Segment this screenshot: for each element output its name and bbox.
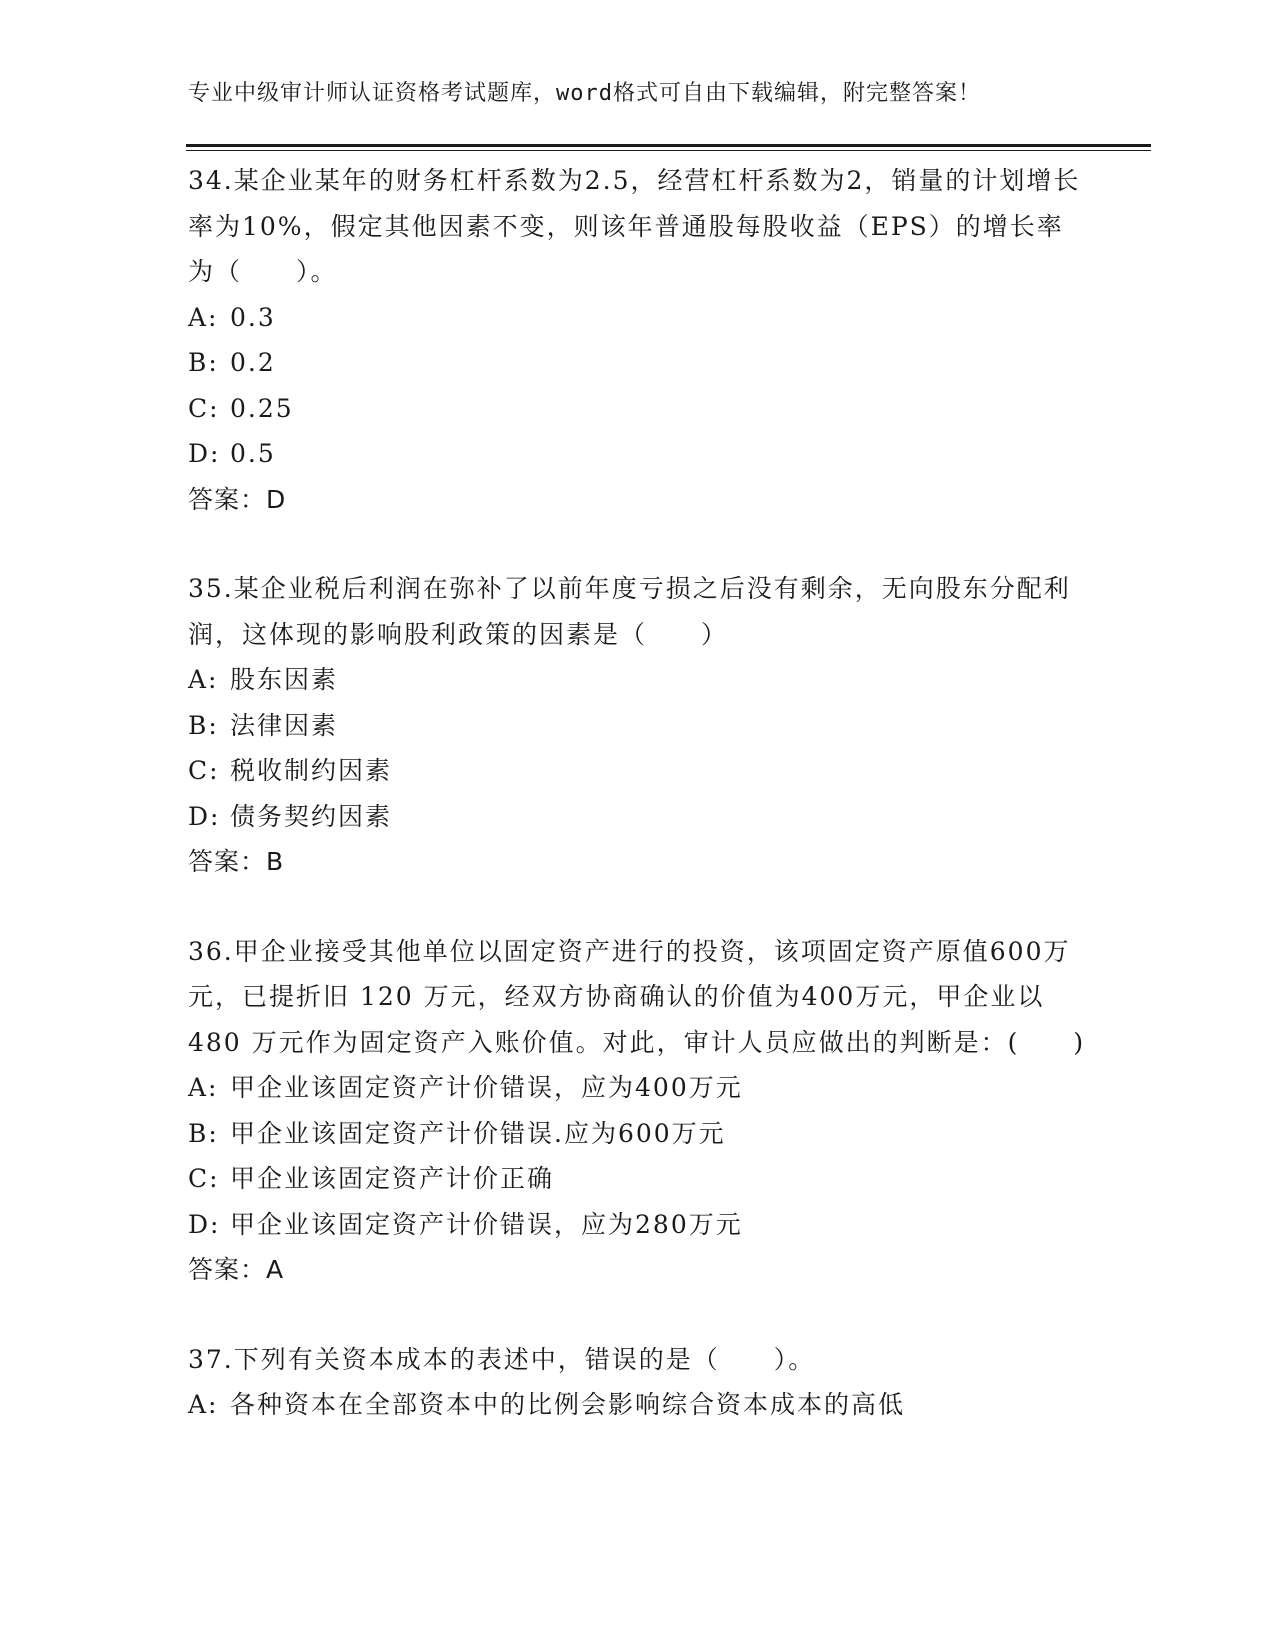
question-36 — [188, 929, 1088, 1293]
option-d — [188, 1202, 1088, 1248]
option-text: 甲企业该固定资产计价正确 — [230, 1164, 555, 1193]
option-text: 法律因素 — [230, 710, 339, 740]
option-a — [188, 1065, 1088, 1111]
option-key: B: — [188, 710, 219, 740]
option-text: 0.25 — [230, 393, 294, 423]
option-c — [188, 1156, 1088, 1202]
page-header: 专业中级审计师认证资格考试题库，word格式可自由下载编辑，附完整答案！ — [188, 81, 981, 106]
option-c — [188, 748, 1088, 794]
answer-label: 答案：A — [188, 1255, 285, 1284]
option-c — [188, 386, 1088, 432]
option-key: A: — [188, 1390, 219, 1419]
option-text: 甲企业该固定资产计价错误，应为400万元 — [230, 1073, 743, 1102]
option-key: A: — [188, 665, 219, 694]
header-divider-thick — [186, 144, 1151, 147]
question-stem: 37.下列有关资本成本的表述中，错误的是（ ）。 — [188, 1344, 816, 1374]
option-key: D: — [188, 439, 221, 468]
option-text: 甲企业该固定资产计价错误，应为280万元 — [230, 1209, 743, 1239]
option-a — [188, 657, 1088, 703]
answer-label: 答案：D — [188, 484, 287, 514]
option-key: B: — [188, 1118, 219, 1148]
answer-label: 答案：B — [188, 847, 285, 876]
option-key: C: — [188, 756, 220, 785]
question-stem: 34.某企业某年的财务杠杆系数为2.5，经营杠杆系数为2，销量的计划增长率为10%，假定其他因素不变，则该年普通股每股收益（EPS）的增长率为（ ）。 — [188, 166, 1081, 286]
option-d — [188, 794, 1088, 840]
option-key: C: — [188, 393, 220, 423]
question-list — [188, 158, 1088, 1472]
option-text: 0.2 — [230, 348, 276, 377]
option-text: 股东因素 — [230, 665, 339, 694]
option-key: D: — [188, 1209, 221, 1239]
question-stem: 35.某企业税后利润在弥补了以前年度亏损之后没有剩余，无向股东分配利润，这体现的影响股利政策的因素是（ ） — [188, 574, 1071, 649]
option-text: 0.5 — [230, 439, 276, 468]
question-stem: 36.甲企业接受其他单位以固定资产进行的投资，该项固定资产原值600万元，已提折旧 120 万元，经双方协商确认的价值为400万元，甲企业以 480 万元作为固定资产入账价值。对此，审计人员应做出的判断是：( ) — [188, 936, 1086, 1057]
question-35 — [188, 566, 1088, 885]
option-text: 各种资本在全部资本中的比例会影响综合资本成本的高低 — [230, 1390, 906, 1419]
question-34 — [188, 158, 1088, 522]
option-key: A: — [188, 302, 219, 332]
option-d — [188, 431, 1088, 477]
option-text: 税收制约因素 — [230, 756, 393, 785]
option-text: 甲企业该固定资产计价错误.应为600万元 — [230, 1118, 726, 1148]
option-text: 债务契约因素 — [230, 801, 393, 831]
option-b — [188, 1111, 1088, 1157]
option-text: 0.3 — [230, 302, 276, 332]
option-key: A: — [188, 1073, 219, 1102]
option-a — [188, 1382, 1088, 1428]
option-a — [188, 295, 1088, 341]
option-key: D: — [188, 801, 221, 831]
option-b — [188, 703, 1088, 749]
option-key: B: — [188, 348, 219, 377]
question-37 — [188, 1337, 1088, 1428]
option-key: C: — [188, 1164, 220, 1193]
header-divider-thin — [186, 150, 1151, 151]
option-b — [188, 340, 1088, 386]
